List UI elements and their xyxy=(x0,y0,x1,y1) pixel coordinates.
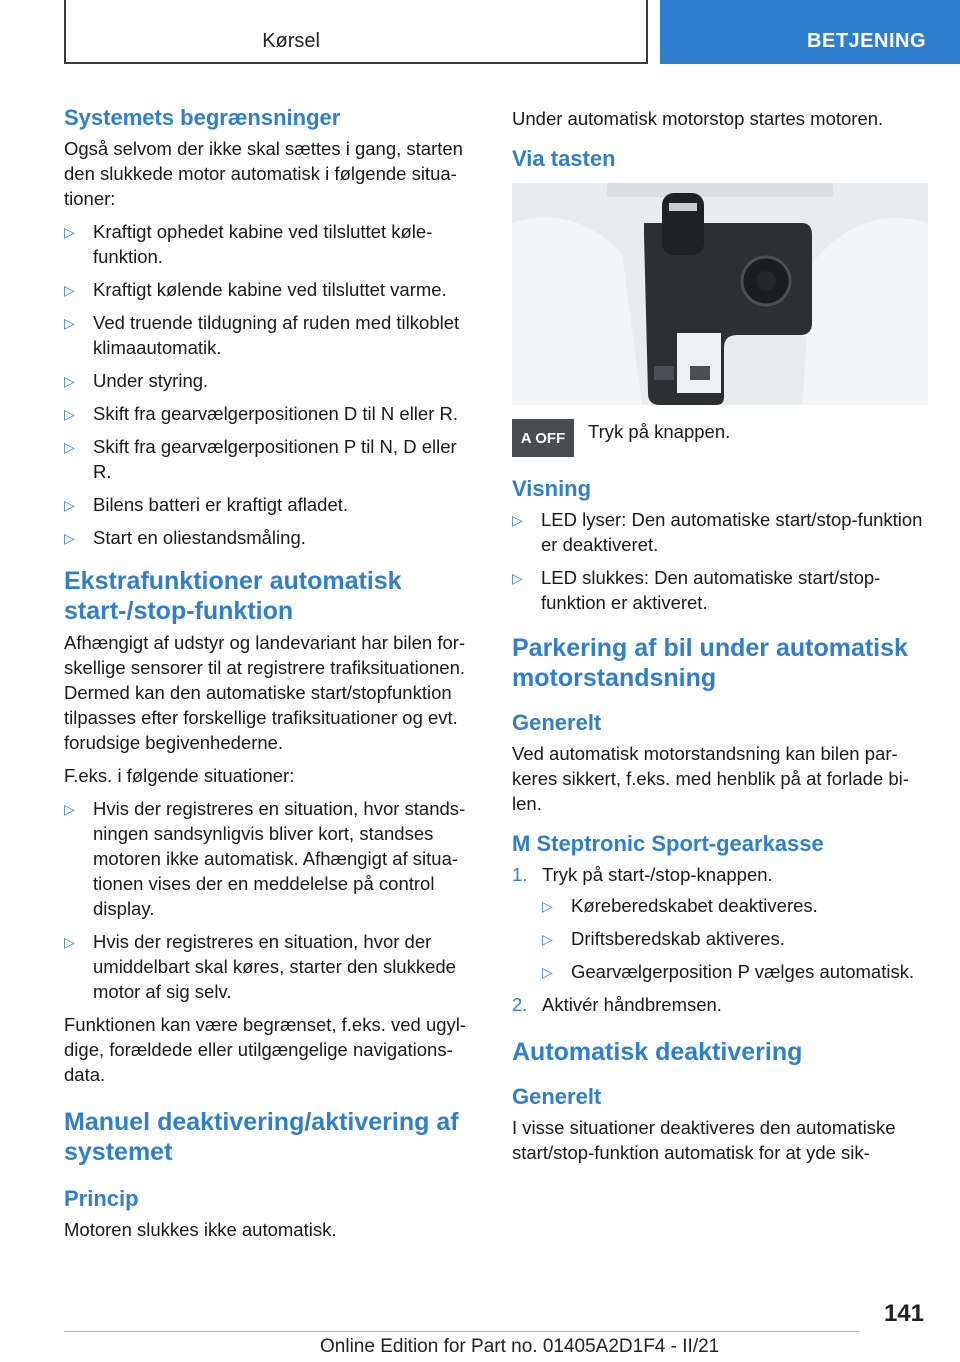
list-item: ▷ LED slukkes: Den automatiske start/stopfunktion er aktiveret. xyxy=(512,567,881,613)
list-item: ▷ Skift fra gearvælgerpositionen D til N eller R. xyxy=(64,401,478,426)
list-item: ▷ Kraftigt ophedet kabine ved tilsluttet kølefunktion. xyxy=(64,221,433,267)
display-list xyxy=(512,507,928,615)
paragraph-start: Under automatisk motorstop startes motoren. xyxy=(512,108,884,129)
gear-selector-photo xyxy=(512,183,928,405)
heading-parking: Parkering af bil under automatisk motorstandsning xyxy=(512,634,908,692)
triangle-bullet-icon: ▷ xyxy=(542,931,553,947)
header-section: Kørsel xyxy=(262,30,320,52)
heading-manual-deactivation: Manuel deaktivering/aktivering af systemet xyxy=(64,1108,459,1166)
paragraph-extra: Afhængigt af udstyr og landevariant har bilen forskellige sensorer til at registrere trafiksituationen. Dermed kan den automatiske start/stopfunktion tilpasses efter forskellige trafiksituationer og evt. forudsige begivenhederne. xyxy=(64,632,466,753)
header-section-box xyxy=(64,0,648,64)
list-item: ▷ Driftsberedskab aktiveres. xyxy=(542,926,928,951)
list-item: ▷ Start en oliestandsmåling. xyxy=(64,525,478,550)
triangle-bullet-icon: ▷ xyxy=(64,406,75,422)
triangle-bullet-icon: ▷ xyxy=(64,497,75,513)
limits-list xyxy=(64,219,478,550)
triangle-bullet-icon: ▷ xyxy=(64,373,75,389)
heading-general-2: Generelt xyxy=(512,1084,602,1109)
button-instruction xyxy=(512,419,928,457)
triangle-bullet-icon: ▷ xyxy=(64,315,75,331)
paragraph-general-1: Ved automatisk motorstandsning kan bilen parkeres sikkert, f.eks. med henblik på at forlade bilen. xyxy=(512,743,909,814)
step-number: 2. xyxy=(512,994,528,1015)
heading-auto-deactivation: Automatisk deaktivering xyxy=(512,1038,803,1066)
footer-edition: Online Edition for Part no. 01405A2D1F4 - II/21 xyxy=(320,1336,720,1357)
heading-extra-functions: Ekstrafunktioner automatisk start-/stop-funktion xyxy=(64,567,402,625)
triangle-bullet-icon: ▷ xyxy=(64,801,75,817)
step-item xyxy=(512,862,928,984)
step-text: Tryk på start-/stop-knappen. xyxy=(542,864,773,885)
triangle-bullet-icon: ▷ xyxy=(512,570,523,586)
heading-display: Visning xyxy=(512,476,592,501)
step-item xyxy=(512,992,928,1017)
extra-list xyxy=(64,796,478,1004)
page-number: 141 xyxy=(883,1300,924,1327)
triangle-bullet-icon: ▷ xyxy=(64,934,75,950)
step-text: Aktivér håndbremsen. xyxy=(542,994,722,1015)
step-number: 1. xyxy=(512,864,528,885)
list-item: ▷ Køreberedskabet deaktiveres. xyxy=(542,893,928,918)
left-column xyxy=(64,100,478,1250)
right-column xyxy=(512,100,928,1173)
list-item: ▷ Hvis der registreres en situation, hvor der umiddelbart skal køres, starter den slukkede motor af sig selv. xyxy=(64,931,456,1002)
list-item: ▷ Hvis der registreres en situation, hvor standsningen sandsynligvis bliver kort, standses motoren ikke automatisk. Afhængigt af situationen vises der en meddelelse på control display. xyxy=(64,798,466,919)
triangle-bullet-icon: ▷ xyxy=(542,964,553,980)
header-chapter-tab xyxy=(660,0,960,64)
auto-start-stop-off-icon: A OFF xyxy=(512,419,574,457)
paragraph-limited: Funktionen kan være begrænset, f.eks. ved ugyldige, forældede eller utilgængelige navigationsdata. xyxy=(64,1014,467,1085)
triangle-bullet-icon: ▷ xyxy=(542,898,553,914)
paragraph-limits: Også selvom der ikke skal sættes i gang, starten den slukkede motor automatisk i følgende situationer: xyxy=(64,138,463,209)
list-item: ▷ Gearvælgerposition P vælges automatisk. xyxy=(542,959,928,984)
triangle-bullet-icon: ▷ xyxy=(64,224,75,240)
steps-list xyxy=(512,862,928,1017)
triangle-bullet-icon: ▷ xyxy=(512,512,523,528)
heading-steptronic: M Steptronic Sport-gearkasse xyxy=(512,831,824,856)
substeps-list xyxy=(542,893,928,984)
heading-via-button: Via tasten xyxy=(512,146,616,171)
header-chapter: BETJENING xyxy=(807,30,926,52)
triangle-bullet-icon: ▷ xyxy=(64,530,75,546)
list-item: ▷ Ved truende tildugning af ruden med tilkoblet klimaautomatik. xyxy=(64,312,460,358)
paragraph-general-2: I visse situationer deaktiveres den automatiske start/stop-funktion automatisk for at yde sik- xyxy=(512,1117,896,1163)
heading-system-limits: Systemets begrænsninger xyxy=(64,105,341,130)
heading-principle: Princip xyxy=(64,1186,139,1211)
list-item: ▷ LED lyser: Den automatiske start/stop-funktion er deaktiveret. xyxy=(512,509,923,555)
press-button-text: Tryk på knappen. xyxy=(588,421,731,442)
center-console-illustration xyxy=(512,183,928,405)
heading-general-1: Generelt xyxy=(512,710,602,735)
list-item: ▷ Under styring. xyxy=(64,368,478,393)
list-item: ▷ Kraftigt kølende kabine ved tilsluttet varme. xyxy=(64,277,478,302)
list-item: ▷ Skift fra gearvælgerpositionen P til N, D eller R. xyxy=(64,436,457,482)
triangle-bullet-icon: ▷ xyxy=(64,439,75,455)
triangle-bullet-icon: ▷ xyxy=(64,282,75,298)
footer-divider xyxy=(64,1331,860,1332)
list-item: ▷ Bilens batteri er kraftigt afladet. xyxy=(64,492,478,517)
paragraph-principle: Motoren slukkes ikke automatisk. xyxy=(64,1219,337,1240)
paragraph-example: F.eks. i følgende situationer: xyxy=(64,765,295,786)
